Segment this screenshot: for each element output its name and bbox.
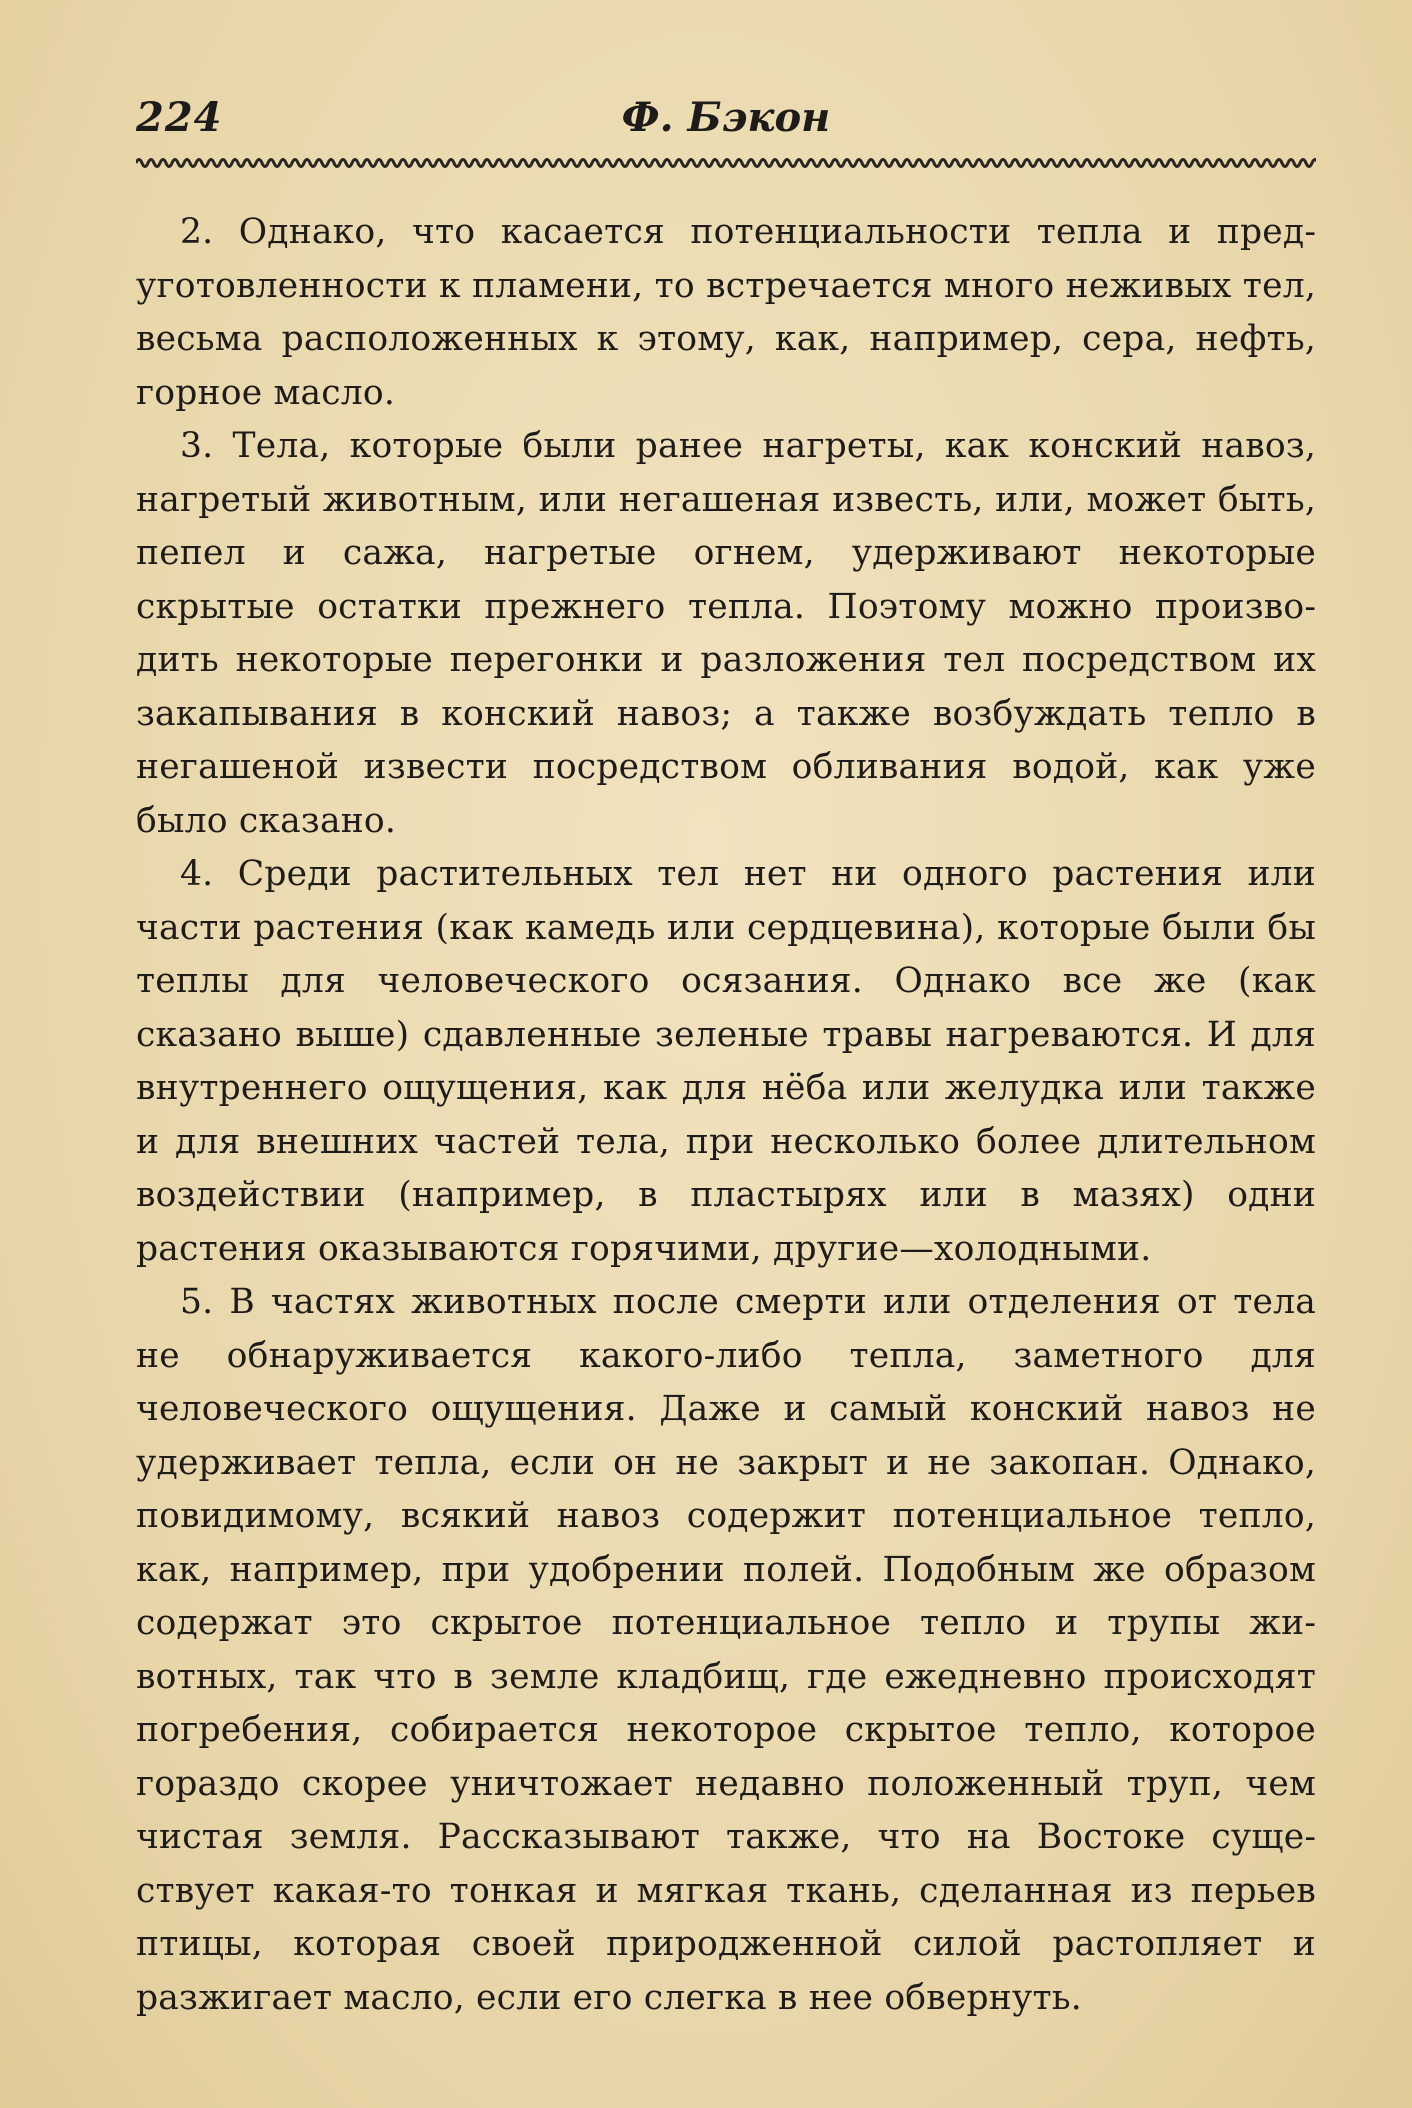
book-page <box>136 90 1316 2025</box>
running-title: Ф. Бэкон <box>621 94 831 141</box>
paragraph-2: 2. Однако, что касается потенциальности тепла и предуготовленности к пламени, то встречается много неживых тел, весьма расположенных к этому, как, например, сера, нефть, горное масло. <box>136 212 1316 413</box>
paragraph-3: 3. Тела, которые были ранее нагреты, как конский навоз, нагретый животным, или негашеная известь, или, может быть, пепел и сажа, нагретые огнем, удерживают некоторые скрытые остатки прежнего тепла. Поэтому можно производить некоторые перегонки и разложения тел посредством их закапывания в конский навоз; а также возбуждать тепло в негашеной извести посредством обливания водой, как уже было сказано. <box>136 426 1316 841</box>
page-number: 224 <box>136 94 223 141</box>
body-text <box>136 206 1316 2025</box>
paragraph-5: 5. В частях животных после смерти или отделения от тела не обнаруживается какого-либо тепла, заметного для человеческого ощущения. Даже и самый конский навоз не удерживает тепла, если он не закрыт и не закопан. Однако, повидимому, всякий навоз содержит потенциальное тепло, как, например, при удобрении полей. Подобным же образом содержат это скрытое потенциальное тепло и трупы животных, так что в земле кладбищ, где ежедневно происходят погребения, собирается некоторое скрытое тепло, которое гораздо скорее уничтожает недавно положенный труп, чем чистая земля. Рассказывают также, что на Востоке существует какая-то тонкая и мягкая ткань, сделанная из перьев птицы, которая своей природженной силой растопляет и разжигает масло, если его слегка в нее обвернуть. <box>136 1282 1316 2018</box>
paragraph-4: 4. Среди растительных тел нет ни одного растения или части растения (как камедь или сердцевина), которые были бы теплы для человеческого осязания. Однако все же (как сказано выше) сдавленные зеленые травы нагреваются. И для внутреннего ощущения, как для нёба или желудка или также и для внешних частей тела, при несколько более длительном воздействии (например, в пластырях или в мазях) одни растения оказываются горячими, другие—холодными. <box>136 854 1316 1269</box>
running-head <box>136 90 1316 150</box>
wavy-rule-divider <box>136 154 1316 172</box>
